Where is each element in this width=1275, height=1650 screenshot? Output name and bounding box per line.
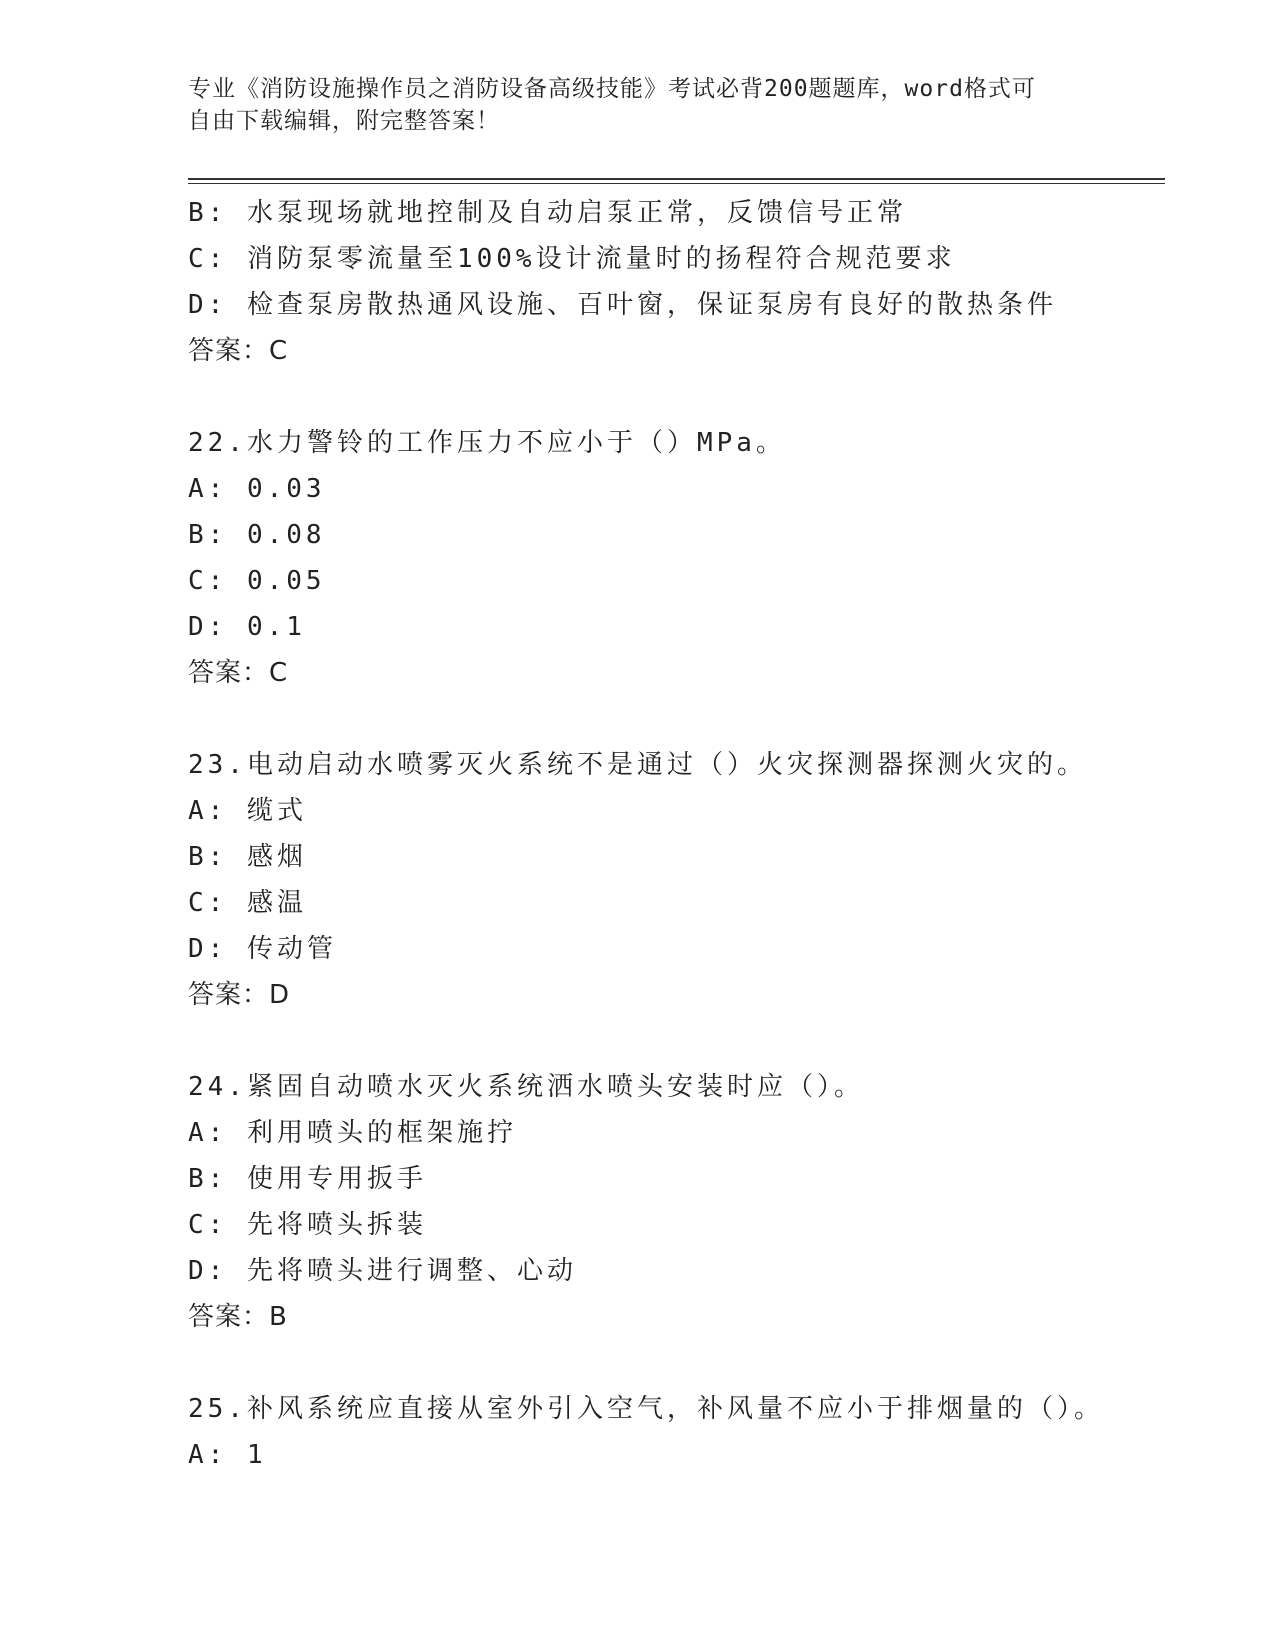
spacer [188, 1340, 1168, 1386]
answer-line: 答案：B [188, 1302, 288, 1332]
option-a: A: 1 [188, 1440, 267, 1470]
question-stem: 23.电动启动水喷雾灭火系统不是通过（）火灾探测器探测火灾的。 [188, 750, 1087, 780]
header-divider-thick [188, 178, 1165, 180]
question-24 [188, 1064, 1168, 1340]
answer-line: 答案：C [188, 336, 289, 366]
option-c: C: 感温 [188, 888, 307, 918]
option-b: B: 感烟 [188, 842, 307, 872]
header-title-line-2: 自由下载编辑，附完整答案！ [188, 108, 500, 134]
question-stem: 22.水力警铃的工作压力不应小于（）MPa。 [188, 428, 786, 458]
option-b: B: 0.08 [188, 520, 326, 550]
spacer [188, 374, 1168, 420]
document-header [188, 73, 1068, 137]
question-23 [188, 742, 1168, 1018]
question-25 [188, 1386, 1168, 1478]
option-c: C: 先将喷头拆装 [188, 1210, 427, 1240]
spacer [188, 696, 1168, 742]
option-d: D: 0.1 [188, 612, 306, 642]
question-22 [188, 420, 1168, 696]
option-d: D: 检查泵房散热通风设施、百叶窗，保证泵房有良好的散热条件 [188, 290, 1057, 320]
question-stem: 25.补风系统应直接从室外引入空气，补风量不应小于排烟量的（）。 [188, 1394, 1104, 1424]
option-a: A: 0.03 [188, 474, 326, 504]
header-title-line-1: 专业《消防设施操作员之消防设备高级技能》考试必背200题题库，word格式可 [188, 76, 1036, 102]
option-c: C: 消防泵零流量至100%设计流量时的扬程符合规范要求 [188, 244, 956, 274]
option-a: A: 缆式 [188, 796, 307, 826]
header-divider-thin [188, 183, 1165, 184]
option-d: D: 先将喷头进行调整、心动 [188, 1256, 577, 1286]
question-stem: 24.紧固自动喷水灭火系统洒水喷头安装时应（）。 [188, 1072, 864, 1102]
answer-line: 答案：C [188, 658, 289, 688]
option-a: A: 利用喷头的框架施拧 [188, 1118, 517, 1148]
option-d: D: 传动管 [188, 934, 337, 964]
option-b: B: 使用专用扳手 [188, 1164, 427, 1194]
spacer [188, 1018, 1168, 1064]
question-list [188, 190, 1168, 1478]
answer-line: 答案：D [188, 980, 291, 1010]
option-c: C: 0.05 [188, 566, 326, 596]
question-21 [188, 190, 1168, 374]
option-b: B: 水泵现场就地控制及自动启泵正常，反馈信号正常 [188, 198, 907, 228]
